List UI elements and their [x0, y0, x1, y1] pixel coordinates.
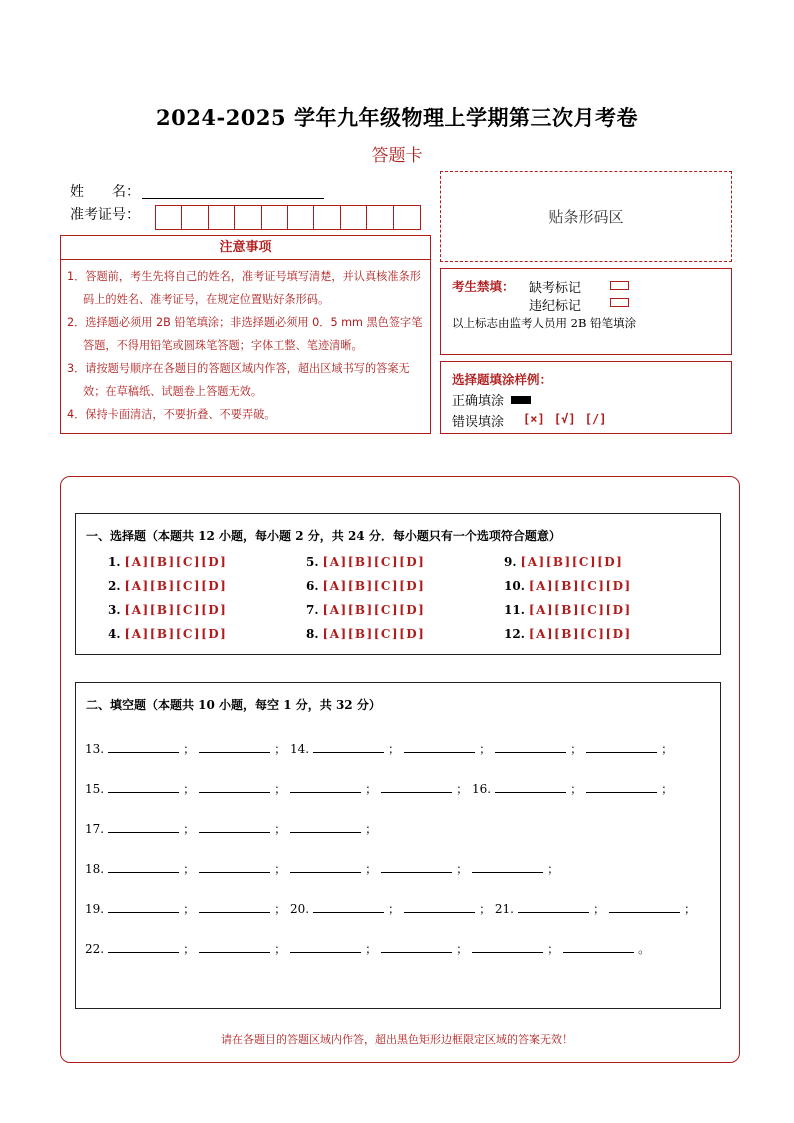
exam-id-digit[interactable]: [209, 206, 235, 229]
answer-blank[interactable]: [495, 743, 566, 753]
notice-box: [60, 235, 431, 434]
answer-blank[interactable]: [381, 863, 452, 873]
notice-item: 1．答题前，考生先将自己的姓名，准考证号填写清楚，并认真核准条形码上的姓名、准考证号，在规定位置贴好条形码。: [67, 270, 421, 306]
answer-blank[interactable]: [381, 943, 452, 953]
answer-blank[interactable]: [108, 743, 179, 753]
answer-blank[interactable]: [108, 863, 179, 873]
fill-row: 19. ； ； 20. ； ； 21. ； ；: [85, 902, 697, 916]
answer-blank[interactable]: [108, 903, 179, 913]
answer-blank[interactable]: [563, 943, 634, 953]
ban-box: [440, 268, 732, 355]
fill-section: [75, 682, 721, 1009]
ban-note: 以上标志由监考人员用 2B 铅笔填涂: [452, 316, 637, 330]
barcode-area: [440, 171, 732, 262]
answer-card-label: 答题卡: [371, 146, 423, 166]
notice-item: 2．选择题必须用 2B 铅笔填涂；非选择题必须用 0．5 mm 黑色签字笔答题，不得用铅笔或圆珠笔答题；字体工整、笔迹清晰。: [67, 316, 423, 352]
answer-blank[interactable]: [199, 823, 270, 833]
fill-row: 18. ； ； ； ； ；: [85, 862, 560, 876]
choice-title: 一、选择题（本题共 12 小题，每小题 2 分，共 24 分．每小题只有一个选项符合题意）: [86, 529, 561, 543]
choice-question[interactable]: 3. [A][B][C][D]: [108, 603, 228, 617]
exam-id-digit[interactable]: [367, 206, 393, 229]
answer-blank[interactable]: [108, 943, 179, 953]
exam-id-label: 准考证号：: [70, 207, 140, 223]
answer-blank[interactable]: [404, 903, 475, 913]
violation-mark-label: 违纪标记: [529, 299, 582, 314]
exam-id-digit[interactable]: [235, 206, 261, 229]
fill-row: 13. ； ； 14. ； ； ； ；: [85, 742, 674, 756]
exam-id-digit[interactable]: [262, 206, 288, 229]
exam-id-digit[interactable]: [394, 206, 420, 229]
answer-blank[interactable]: [108, 823, 179, 833]
choice-question[interactable]: 8. [A][B][C][D]: [306, 627, 426, 641]
wrong-fill-label: 错误填涂: [452, 415, 505, 430]
page-title: 2024-2025 学年九年级物理上学期第三次月考卷: [156, 105, 638, 130]
sample-title: 选择题填涂样例：: [452, 372, 553, 387]
fill-row: 15. ； ； ； ； 16. ； ；: [85, 782, 674, 796]
answer-blank[interactable]: [290, 943, 361, 953]
correct-fill-label: 正确填涂: [452, 394, 505, 409]
answer-blank[interactable]: [404, 743, 475, 753]
barcode-label: 贴条形码区: [548, 208, 624, 226]
answer-blank[interactable]: [199, 903, 270, 913]
answer-blank[interactable]: [290, 783, 361, 793]
correct-fill-mark: [511, 396, 531, 404]
notice-list: [61, 260, 430, 426]
name-field[interactable]: [142, 198, 324, 199]
exam-id-digit[interactable]: [182, 206, 208, 229]
answer-blank[interactable]: [313, 743, 384, 753]
exam-id-digit[interactable]: [156, 206, 182, 229]
choice-question[interactable]: 12. [A][B][C][D]: [504, 627, 632, 641]
answer-blank[interactable]: [518, 903, 589, 913]
notice-title: 注意事项: [61, 236, 430, 260]
fill-row: 17. ； ； ；: [85, 822, 378, 836]
fill-title: 二、填空题（本题共 10 小题，每空 1 分，共 32 分）: [86, 698, 381, 712]
absent-mark-box[interactable]: [610, 281, 629, 290]
answer-blank[interactable]: [586, 783, 657, 793]
notice-item: 3．请按题号顺序在各题目的答题区域内作答，超出区域书写的答案无效；在草稿纸、试题卷上答题无效。: [67, 362, 410, 398]
choice-question[interactable]: 4. [A][B][C][D]: [108, 627, 228, 641]
answer-blank[interactable]: [199, 743, 270, 753]
choice-section: [75, 513, 721, 655]
answer-blank[interactable]: [199, 943, 270, 953]
exam-id-digit[interactable]: [288, 206, 314, 229]
choice-question[interactable]: 1. [A][B][C][D]: [108, 555, 228, 569]
exam-id-digit[interactable]: [314, 206, 340, 229]
answer-blank[interactable]: [290, 823, 361, 833]
answer-blank[interactable]: [290, 863, 361, 873]
choice-question[interactable]: 2. [A][B][C][D]: [108, 579, 228, 593]
footer-warning: 请在各题目的答题区域内作答，超出黑色矩形边框限定区域的答案无效！: [221, 1033, 573, 1046]
choice-question[interactable]: 11. [A][B][C][D]: [504, 603, 632, 617]
fill-sample-box: [440, 361, 732, 434]
choice-question[interactable]: 7. [A][B][C][D]: [306, 603, 426, 617]
violation-mark-box[interactable]: [610, 298, 629, 307]
absent-mark-label: 缺考标记: [529, 281, 582, 296]
exam-id-boxes: [155, 205, 421, 230]
answer-blank[interactable]: [199, 863, 270, 873]
exam-id-digit[interactable]: [341, 206, 367, 229]
answer-blank[interactable]: [313, 903, 384, 913]
answer-blank[interactable]: [108, 783, 179, 793]
answer-blank[interactable]: [381, 783, 452, 793]
choice-question[interactable]: 10. [A][B][C][D]: [504, 579, 632, 593]
choice-question[interactable]: 6. [A][B][C][D]: [306, 579, 426, 593]
answer-blank[interactable]: [609, 903, 680, 913]
answer-blank[interactable]: [495, 783, 566, 793]
answer-blank[interactable]: [586, 743, 657, 753]
choice-question[interactable]: 9. [A][B][C][D]: [504, 555, 624, 569]
notice-item: 4．保持卡面清洁，不要折叠、不要弄破。: [67, 408, 276, 421]
ban-label: 考生禁填：: [452, 279, 515, 294]
answer-blank[interactable]: [472, 863, 543, 873]
name-label: 姓 名：: [70, 184, 140, 200]
fill-row: 22. ； ； ； ； ； 。: [85, 942, 651, 956]
answer-blank[interactable]: [472, 943, 543, 953]
choice-question[interactable]: 5. [A][B][C][D]: [306, 555, 426, 569]
answer-blank[interactable]: [199, 783, 270, 793]
wrong-fill-marks: [×] [√] [/]: [523, 412, 607, 426]
